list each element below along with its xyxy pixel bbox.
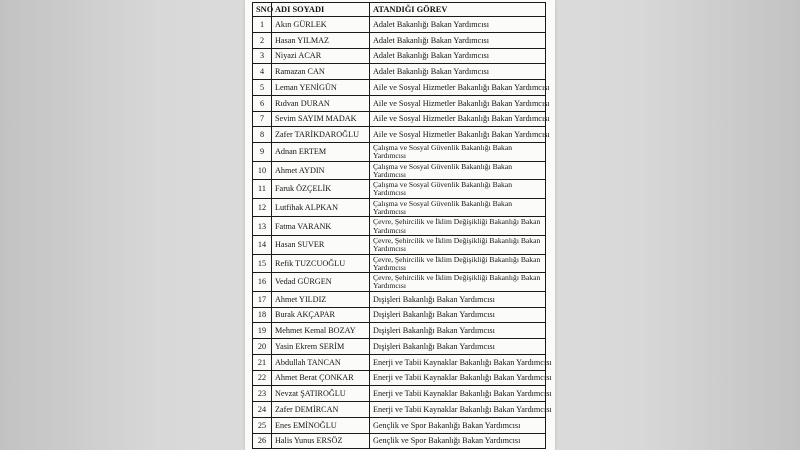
- row-name: Nevzat ŞATIROĞLU: [272, 386, 370, 402]
- table-row: [253, 417, 546, 433]
- table-row: [253, 32, 546, 48]
- row-sno: 21: [253, 354, 272, 370]
- row-name: Yasin Ekrem SERİM: [272, 339, 370, 355]
- row-duty: Çevre, Şehircilik ve İklim Değişikliği Bakanlığı Bakan Yardımcısı: [370, 254, 546, 273]
- row-sno: 22: [253, 370, 272, 386]
- row-sno: 19: [253, 323, 272, 339]
- table-row: [253, 254, 546, 273]
- row-duty: Enerji ve Tabii Kaynaklar Bakanlığı Bakan Yardımcısı: [370, 386, 546, 402]
- row-duty: Aile ve Sosyal Hizmetler Bakanlığı Bakan Yardımcısı: [370, 127, 546, 143]
- row-name: Vedad GÜRGEN: [272, 273, 370, 292]
- row-duty: Çalışma ve Sosyal Güvenlik Bakanlığı Bakan Yardımcısı: [370, 143, 546, 162]
- row-duty: Enerji ve Tabii Kaynaklar Bakanlığı Bakan Yardımcısı: [370, 370, 546, 386]
- row-name: Adnan ERTEM: [272, 143, 370, 162]
- header-duty: ATANDIĞI GÖREV: [370, 3, 546, 17]
- row-name: Hasan YILMAZ: [272, 32, 370, 48]
- row-duty: Aile ve Sosyal Hizmetler Bakanlığı Bakan Yardımcısı: [370, 80, 546, 96]
- table-row: [253, 217, 546, 236]
- row-name: Rıdvan DURAN: [272, 95, 370, 111]
- row-sno: 3: [253, 48, 272, 64]
- row-name: Zafer TARİKDAROĞLU: [272, 127, 370, 143]
- table-row: [253, 433, 546, 449]
- row-duty: Dışişleri Bakanlığı Bakan Yardımcısı: [370, 339, 546, 355]
- row-duty: Adalet Bakanlığı Bakan Yardımcısı: [370, 48, 546, 64]
- row-name: Lutfihak ALPKAN: [272, 198, 370, 217]
- row-sno: 8: [253, 127, 272, 143]
- table-row: [253, 161, 546, 180]
- appointments-table: [252, 2, 552, 449]
- table-row: [253, 370, 546, 386]
- row-name: Abdullah TANCAN: [272, 354, 370, 370]
- table-body: [253, 17, 552, 449]
- row-duty: Çevre, Şehircilik ve İklim Değişikliği Bakanlığı Bakan Yardımcısı: [370, 273, 546, 292]
- row-sno: 5: [253, 80, 272, 96]
- table-row: [253, 17, 546, 33]
- row-duty: Çevre, Şehircilik ve İklim Değişikliği Bakanlığı Bakan Yardımcısı: [370, 217, 546, 236]
- table-row: [253, 111, 546, 127]
- row-duty: Dışişleri Bakanlığı Bakan Yardımcısı: [370, 307, 546, 323]
- table-row: [253, 354, 546, 370]
- row-sno: 11: [253, 180, 272, 199]
- table-row: [253, 198, 546, 217]
- row-sno: 20: [253, 339, 272, 355]
- row-name: Halis Yunus ERSÖZ: [272, 433, 370, 449]
- row-sno: 1: [253, 17, 272, 33]
- row-duty: Çalışma ve Sosyal Güvenlik Bakanlığı Bakan Yardımcısı: [370, 198, 546, 217]
- row-sno: 4: [253, 64, 272, 80]
- row-duty: Dışişleri Bakanlığı Bakan Yardımcısı: [370, 291, 546, 307]
- row-duty: Aile ve Sosyal Hizmetler Bakanlığı Bakan Yardımcısı: [370, 95, 546, 111]
- row-sno: 12: [253, 198, 272, 217]
- row-duty: Adalet Bakanlığı Bakan Yardımcısı: [370, 17, 546, 33]
- row-sno: 24: [253, 402, 272, 418]
- row-sno: 9: [253, 143, 272, 162]
- table-row: [253, 339, 546, 355]
- table-row: [253, 386, 546, 402]
- header-sno: SNO: [253, 3, 272, 17]
- row-name: Refik TUZCUOĞLU: [272, 254, 370, 273]
- table-header-row: [253, 3, 546, 17]
- table-row: [253, 143, 546, 162]
- row-duty: Gençlik ve Spor Bakanlığı Bakan Yardımcısı: [370, 417, 546, 433]
- row-duty: Çalışma ve Sosyal Güvenlik Bakanlığı Bakan Yardımcısı: [370, 180, 546, 199]
- table-row: [253, 273, 546, 292]
- row-sno: 6: [253, 95, 272, 111]
- row-sno: 23: [253, 386, 272, 402]
- header-name: ADI SOYADI: [272, 3, 370, 17]
- row-sno: 13: [253, 217, 272, 236]
- row-name: Ahmet YILDIZ: [272, 291, 370, 307]
- row-duty: Çalışma ve Sosyal Güvenlik Bakanlığı Bakan Yardımcısı: [370, 161, 546, 180]
- table-row: [253, 402, 546, 418]
- row-name: Niyazi ACAR: [272, 48, 370, 64]
- table-row: [253, 80, 546, 96]
- row-name: Burak AKÇAPAR: [272, 307, 370, 323]
- table-row: [253, 127, 546, 143]
- row-name: Ahmet AYDIN: [272, 161, 370, 180]
- row-duty: Adalet Bakanlığı Bakan Yardımcısı: [370, 32, 546, 48]
- row-duty: Gençlik ve Spor Bakanlığı Bakan Yardımcısı: [370, 433, 546, 449]
- table-row: [253, 235, 546, 254]
- row-sno: 15: [253, 254, 272, 273]
- table-row: [253, 180, 546, 199]
- table-row: [253, 307, 546, 323]
- row-duty: Enerji ve Tabii Kaynaklar Bakanlığı Bakan Yardımcısı: [370, 354, 546, 370]
- table-row: [253, 64, 546, 80]
- table-row: [253, 291, 546, 307]
- row-sno: 14: [253, 235, 272, 254]
- table-row: [253, 95, 546, 111]
- row-sno: 25: [253, 417, 272, 433]
- row-sno: 16: [253, 273, 272, 292]
- table-row: [253, 323, 546, 339]
- row-name: Fatma VARANK: [272, 217, 370, 236]
- row-name: Ramazan CAN: [272, 64, 370, 80]
- row-name: Akın GÜRLEK: [272, 17, 370, 33]
- row-sno: 2: [253, 32, 272, 48]
- row-name: Leman YENİGÜN: [272, 80, 370, 96]
- row-duty: Çevre, Şehircilik ve İklim Değişikliği Bakanlığı Bakan Yardımcısı: [370, 235, 546, 254]
- row-sno: 10: [253, 161, 272, 180]
- row-duty: Aile ve Sosyal Hizmetler Bakanlığı Bakan Yardımcısı: [370, 111, 546, 127]
- row-sno: 18: [253, 307, 272, 323]
- row-name: Sevim SAYIM MADAK: [272, 111, 370, 127]
- row-name: Faruk ÖZÇELİK: [272, 180, 370, 199]
- row-name: Ahmet Berat ÇONKAR: [272, 370, 370, 386]
- row-name: Hasan SUVER: [272, 235, 370, 254]
- row-sno: 17: [253, 291, 272, 307]
- row-sno: 26: [253, 433, 272, 449]
- row-duty: Enerji ve Tabii Kaynaklar Bakanlığı Bakan Yardımcısı: [370, 402, 546, 418]
- row-duty: Dışişleri Bakanlığı Bakan Yardımcısı: [370, 323, 546, 339]
- table-row: [253, 48, 546, 64]
- row-name: Zafer DEMİRCAN: [272, 402, 370, 418]
- row-name: Mehmet Kemal BOZAY: [272, 323, 370, 339]
- row-duty: Adalet Bakanlığı Bakan Yardımcısı: [370, 64, 546, 80]
- row-sno: 7: [253, 111, 272, 127]
- row-name: Enes EMİNOĞLU: [272, 417, 370, 433]
